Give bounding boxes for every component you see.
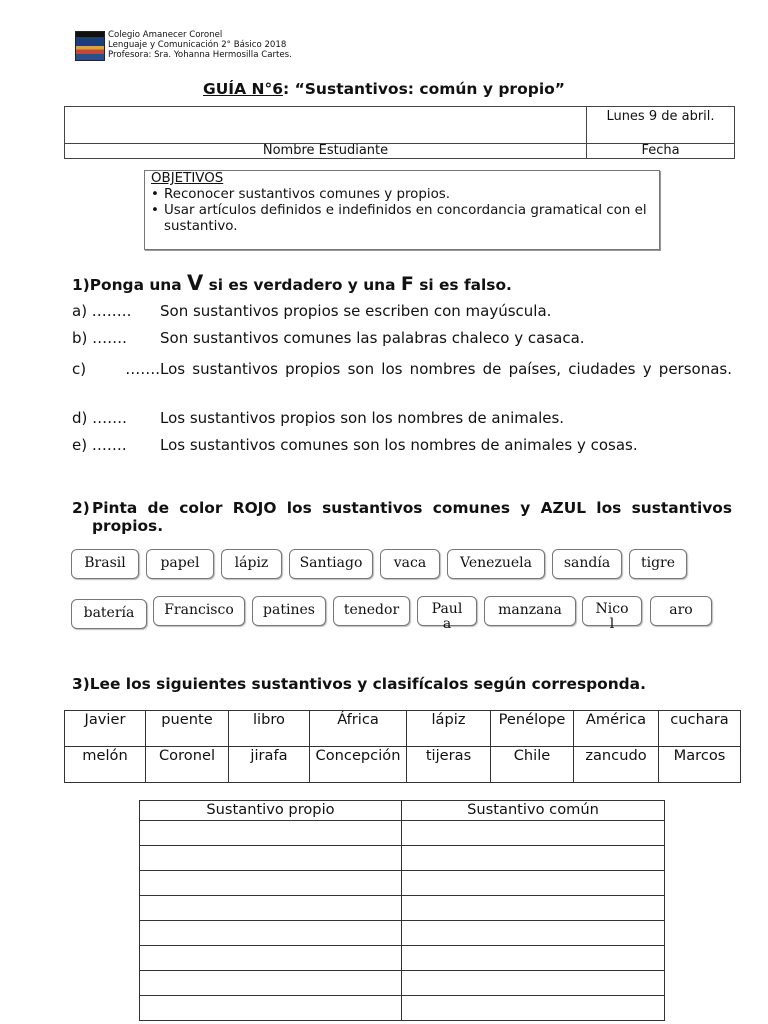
answer-cell[interactable]: [140, 821, 402, 846]
school-name: Colegio Amanecer Coronel: [108, 30, 223, 40]
common-noun-header: Sustantivo común: [402, 801, 665, 821]
proper-noun-header: Sustantivo propio: [140, 801, 402, 821]
noun-cell: libro: [229, 711, 310, 747]
answer-cell[interactable]: [402, 946, 665, 971]
statement-e: e) ……. Los sustantivos comunes son los nombres de animales y cosas.: [72, 436, 638, 454]
objective-item: • Reconocer sustantivos comunes y propios.: [151, 187, 451, 202]
student-info-table: [64, 106, 735, 159]
statement-b: b) ……. Son sustantivos comunes las palabras chaleco y casaca.: [72, 329, 585, 347]
table-row: [140, 871, 665, 896]
answer-cell[interactable]: [402, 971, 665, 996]
answer-cell[interactable]: [402, 896, 665, 921]
word-chip[interactable]: Venezuela: [447, 549, 545, 579]
answer-cell[interactable]: [140, 921, 402, 946]
table-row: [140, 946, 665, 971]
noun-cell: puente: [146, 711, 229, 747]
question-2-number: 2): [72, 499, 90, 517]
noun-cell: zancudo: [574, 747, 659, 783]
student-name-label: Nombre Estudiante: [65, 144, 587, 159]
answer-cell[interactable]: [140, 946, 402, 971]
objectives-heading: OBJETIVOS: [151, 171, 224, 186]
table-row: [65, 747, 741, 783]
word-chip[interactable]: batería: [71, 599, 147, 629]
table-row: [140, 971, 665, 996]
answer-cell[interactable]: [402, 921, 665, 946]
answer-cell[interactable]: [140, 871, 402, 896]
word-chip[interactable]: tenedor: [333, 596, 410, 626]
noun-cell: Coronel: [146, 747, 229, 783]
word-chip[interactable]: Paula: [417, 596, 477, 626]
objective-item: • Usar artículos definidos e indefinidos en concordancia gramatical con el sustantivo.: [151, 203, 647, 234]
noun-cell: Javier: [65, 711, 146, 747]
question-1-heading: 1)Ponga una V si es verdadero y una F si es falso.: [72, 271, 512, 295]
answer-cell[interactable]: [140, 971, 402, 996]
statement-c: c) …….Los sustantivos propios son los nombres de países, ciudades y personas.: [72, 360, 732, 378]
answer-cell[interactable]: [140, 896, 402, 921]
question-2-text: Pinta de color ROJO los sustantivos comunes y AZUL los sustantivos propios.: [92, 499, 732, 535]
answer-cell[interactable]: [402, 846, 665, 871]
title-guide-number: GUÍA N°6: [203, 80, 283, 98]
noun-cell: Penélope: [491, 711, 574, 747]
teacher-name: Profesora: Sra. Yohanna Hermosilla Cartes.: [108, 50, 292, 60]
answer-cell[interactable]: [402, 821, 665, 846]
answer-cell[interactable]: [140, 996, 402, 1021]
question-3-heading: 3)Lee los siguientes sustantivos y clasifícalos según corresponda.: [72, 675, 646, 693]
table-row: [65, 711, 741, 747]
table-row: [140, 921, 665, 946]
statement-a: a) …….. Son sustantivos propios se escriben con mayúscula.: [72, 302, 552, 320]
table-row: [140, 996, 665, 1021]
word-chip[interactable]: Francisco: [153, 596, 245, 626]
noun-cell: melón: [65, 747, 146, 783]
date-label: Fecha: [587, 144, 735, 159]
noun-cell: Concepción: [310, 747, 407, 783]
word-chip[interactable]: vaca: [380, 549, 440, 579]
answer-cell[interactable]: [402, 996, 665, 1021]
course-name: Lenguaje y Comunicación 2° Básico 2018: [108, 40, 287, 50]
word-chip[interactable]: aro: [650, 596, 712, 626]
school-logo: [75, 31, 105, 61]
word-chip[interactable]: tigre: [629, 549, 687, 579]
objectives-box: [144, 170, 660, 250]
word-chip[interactable]: Nicol: [582, 596, 642, 626]
word-chip[interactable]: papel: [146, 549, 214, 579]
bullet-icon: •: [151, 203, 159, 218]
word-chip[interactable]: Brasil: [71, 549, 139, 579]
bullet-icon: •: [151, 187, 159, 202]
noun-cell: Chile: [491, 747, 574, 783]
noun-cell: lápiz: [407, 711, 491, 747]
noun-cell: África: [310, 711, 407, 747]
word-chip[interactable]: Santiago: [289, 549, 373, 579]
noun-cell: Marcos: [659, 747, 741, 783]
student-name-cell[interactable]: [65, 107, 587, 144]
table-row: [140, 896, 665, 921]
date-value-cell[interactable]: Lunes 9 de abril.: [587, 107, 735, 144]
noun-cell: jirafa: [229, 747, 310, 783]
table-row: [140, 821, 665, 846]
answer-cell[interactable]: [402, 871, 665, 896]
table-row: [140, 846, 665, 871]
classification-table: [139, 800, 665, 1021]
noun-cell: tijeras: [407, 747, 491, 783]
word-chip[interactable]: sandía: [552, 549, 622, 579]
word-chip[interactable]: patines: [252, 596, 326, 626]
statement-d: d) ……. Los sustantivos propios son los nombres de animales.: [72, 409, 565, 427]
noun-cell: cuchara: [659, 711, 741, 747]
title-topic: : “Sustantivos: común y propio”: [282, 80, 565, 98]
nouns-table: [64, 710, 741, 783]
answer-cell[interactable]: [140, 846, 402, 871]
noun-cell: América: [574, 711, 659, 747]
page-title: [0, 80, 768, 98]
word-chip[interactable]: manzana: [484, 596, 576, 626]
word-chip[interactable]: lápiz: [221, 549, 282, 579]
